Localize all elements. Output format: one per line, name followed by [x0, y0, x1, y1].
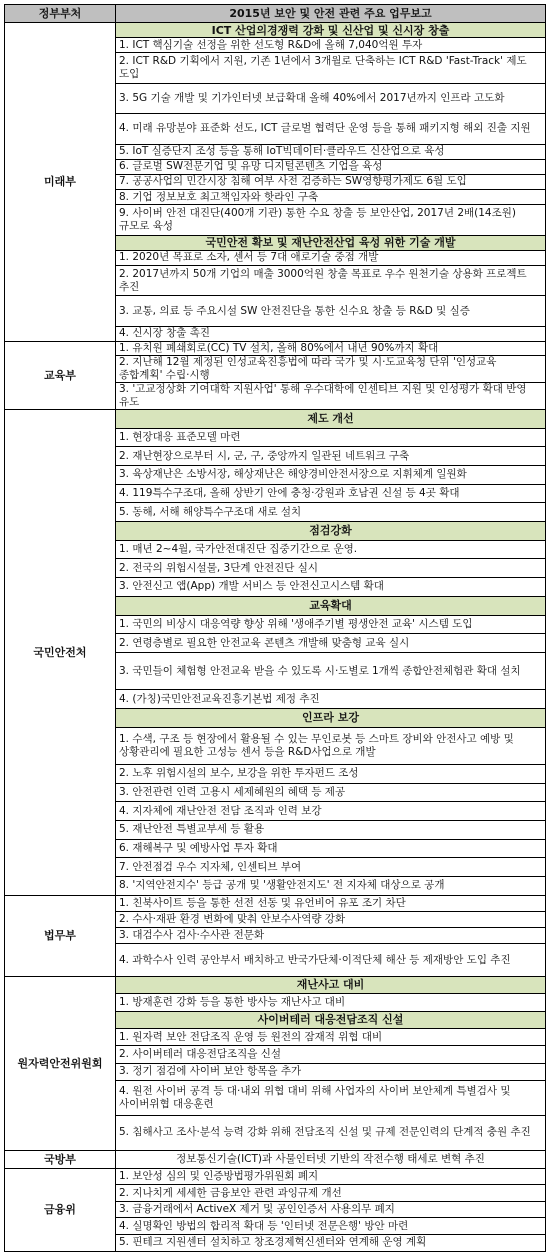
department-name: 미래부	[5, 23, 116, 342]
task-item: 1. 수색, 구조 등 현장에서 활용될 수 있는 무인로봇 등 스마트 장비와 안전사고 예방 및 상황관리에 필요한 고성능 센서 등을 R&D사업으로 개발	[116, 727, 546, 764]
section-heading: 국민안전 확보 및 재난안전산업 육성 위한 기술 개발	[116, 235, 546, 250]
department-name: 국민안전처	[5, 409, 116, 895]
task-item: 3. 육상재난은 소방서장, 해상재난은 해양경비안전서장으로 지휘체계 일원화	[116, 466, 546, 485]
task-item: 2. 사이버테러 대응전담조직을 신설	[116, 1046, 546, 1063]
department-name: 원자력안전위원회	[5, 976, 116, 1150]
task-item: 2. 연령층별로 필요한 안전교육 콘텐츠 개발해 맞춤형 교육 실시	[116, 634, 546, 653]
task-item: 6. 재해복구 및 예방사업 투자 확대	[116, 839, 546, 858]
task-item: 3. '고교정상화 기여대학 지원사업' 통해 우수대학에 인센티브 지원 및 인성평가 확대 반영 유도	[116, 382, 546, 409]
task-item: 5. IoT 실증단지 조성 등을 통해 IoT빅데이터·클라우드 신산업으로 육성	[116, 144, 546, 159]
task-item: 4. (가칭)국민안전교육진흥기본법 제정 추진	[116, 690, 546, 709]
task-item: 4. 과학수사 인력 공안부서 배치하고 반국가단체·이적단체 해산 등 제재방안 도입 추진	[116, 944, 546, 976]
task-item: 3. 안전신고 앱(App) 개발 서비스 등 안전신고시스템 확대	[116, 578, 546, 597]
section-heading: 교육확대	[116, 596, 546, 615]
department-name: 금융위	[5, 1168, 116, 1251]
task-item: 5. 핀테크 지원센터 설치하고 창조경제혁신센터와 연계해 운영 계획	[116, 1235, 546, 1252]
department-name: 법무부	[5, 895, 116, 976]
task-item: 1. 보안성 심의 및 인증방법평가위원회 폐지	[116, 1168, 546, 1185]
task-item: 5. 침해사고 조사·분석 능력 강화 위해 전담조직 신설 및 규제 전문인력의 단계적 충원 추진	[116, 1115, 546, 1150]
section-heading: 사이버테러 대응전담조직 신설	[116, 1011, 546, 1028]
table-row	[5, 1168, 546, 1185]
task-item: 4. 실명확인 방법의 합리적 확대 등 '인터넷 전문은행' 방안 마련	[116, 1218, 546, 1235]
task-item: 3. 국민들이 체험형 안전교육 받을 수 있도록 시·도별로 1개씩 종합안전체험관 확대 설치	[116, 652, 546, 689]
task-item: 3. 대검수사 검사·수사관 전문화	[116, 928, 546, 944]
task-item: 4. 원전 사이버 공격 등 대·내외 위협 대비 위해 사업자의 사이버 보안체계 특별검사 및 사이버위협 대응훈련	[116, 1081, 546, 1116]
task-item: 2. ICT R&D 기획에서 지원, 기존 1년에서 3개월로 단축하는 ICT R&D 'Fast-Track' 제도 도입	[116, 53, 546, 83]
task-item: 6. 글로벌 SW전문기업 및 유망 디지털콘텐츠 기업을 육성	[116, 159, 546, 174]
section-heading: 제도 개선	[116, 409, 546, 428]
task-item: 1. 국민의 비상시 대응역량 향상 위해 '생애주기별 평생안전 교육' 시스템 도입	[116, 615, 546, 634]
task-item: 3. 안전관련 인력 고용시 세제혜원의 혜택 등 제공	[116, 783, 546, 802]
department-name: 국방부	[5, 1150, 116, 1168]
task-item: 2. 재난현장으로부터 시, 군, 구, 중앙까지 일관된 네트워크 구축	[116, 447, 546, 466]
report-table	[4, 4, 546, 1252]
section-heading: 인프라 보강	[116, 708, 546, 727]
table-row	[5, 895, 546, 911]
task-item: 8. '지역안전지수' 등급 공개 및 '생활안전지도' 전 지자체 대상으로 공개	[116, 877, 546, 896]
section-heading: 점검강화	[116, 522, 546, 541]
task-item: 3. 교통, 의료 등 주요시설 SW 안전진단을 통한 신수요 창출 등 R&D 및 실증	[116, 296, 546, 326]
task-item: 2. 수사·재판 환경 변화에 맞춰 안보수사역량 강화	[116, 912, 546, 928]
section-heading: ICT 산업의경쟁력 강화 및 신산업 및 신시장 창출	[116, 23, 546, 38]
task-item: 3. 5G 기술 개발 및 기가인터넷 보급확대 올해 40%에서 2017년까지 인프라 고도화	[116, 83, 546, 113]
section-row	[5, 23, 546, 38]
task-item: 7. 안전점검 우수 지자체, 인센티브 부여	[116, 858, 546, 877]
task-item: 4. 미래 유망분야 표준화 선도, ICT 글로벌 협력단 운영 등을 통해 패키지형 해외 진출 지원	[116, 114, 546, 144]
task-item: 2. 지나치게 세세한 금융보안 관련 과잉규제 개선	[116, 1185, 546, 1202]
task-item: 1. 방재훈련 강화 등을 통한 방사능 재난사고 대비	[116, 994, 546, 1011]
task-item: 2. 노후 위험시설의 보수, 보강을 위한 투자펀드 조성	[116, 765, 546, 784]
task-item: 정보통신기술(ICT)과 사물인터넷 기반의 작전수행 태세로 변혁 추진	[116, 1150, 546, 1168]
task-item: 2. 전국의 위험시설물, 3단계 안전진단 실시	[116, 559, 546, 578]
header-row	[5, 5, 546, 23]
task-item: 5. 동해, 서해 해양특수구조대 새로 설치	[116, 503, 546, 522]
task-item: 3. 금융거래에서 ActiveX 제거 및 공인인증서 사용의무 폐지	[116, 1201, 546, 1218]
task-item: 1. 2020년 목표로 소자, 센서 등 7대 애로기술 중점 개발	[116, 250, 546, 265]
section-heading: 재난사고 대비	[116, 976, 546, 993]
task-item: 2. 지난해 12월 제정된 인성교육진흥법에 따라 국가 및 시·도교육청 단위 '인성교육 종합계획' 수립·시행	[116, 355, 546, 382]
task-item: 1. 현장대응 표준모델 마련	[116, 428, 546, 447]
report-body	[5, 23, 546, 1252]
task-item: 1. 원자력 보안 전담조직 운영 등 원전의 잠재적 위협 대비	[116, 1028, 546, 1045]
task-item: 8. 기업 정보보호 최고책임자와 핫라인 구축	[116, 190, 546, 205]
task-item: 3. 정기 점검에 사이버 보안 항목을 추가	[116, 1063, 546, 1080]
task-item: 1. ICT 핵심기술 선정을 위한 선도형 R&D에 올해 7,040억원 투자	[116, 38, 546, 53]
task-item: 2. 2017년까지 50개 기업의 매출 3000억원 창출 목표로 우수 원천기술 상용화 프로젝트 추진	[116, 266, 546, 296]
header-dept: 정부부처	[5, 5, 116, 23]
department-name: 교육부	[5, 341, 116, 409]
header-title: 2015년 보안 및 안전 관련 주요 업무보고	[116, 5, 546, 23]
task-item: 4. 신시장 창출 촉진	[116, 326, 546, 341]
task-item: 4. 119특수구조대, 올해 상반기 안에 충청·강원과 호남권 신설 등 4곳 확대	[116, 484, 546, 503]
table-row	[5, 341, 546, 355]
task-item: 7. 공공사업의 민간시장 침해 여부 사전 검증하는 SW영향평가제도 6월 도입	[116, 174, 546, 189]
task-item: 9. 사이버 안전 대진단(400개 기관) 통한 수요 창출 등 보안산업, 2017년 2배(14조원) 규모로 육성	[116, 205, 546, 235]
task-item: 1. 유치원 폐쇄회로(CC) TV 설치, 올해 80%에서 내년 90%까지 확대	[116, 341, 546, 355]
task-item: 4. 지자체에 재난안전 전담 조직과 인력 보강	[116, 802, 546, 821]
table-row	[5, 1150, 546, 1168]
task-item: 5. 재난안전 특별교부세 등 활용	[116, 821, 546, 840]
task-item: 1. 친북사이트 등을 통한 선전 선동 및 유언비어 유포 조기 차단	[116, 895, 546, 911]
task-item: 1. 매년 2~4월, 국가안전대진단 집중기간으로 운영.	[116, 540, 546, 559]
section-row	[5, 409, 546, 428]
section-row	[5, 976, 546, 993]
